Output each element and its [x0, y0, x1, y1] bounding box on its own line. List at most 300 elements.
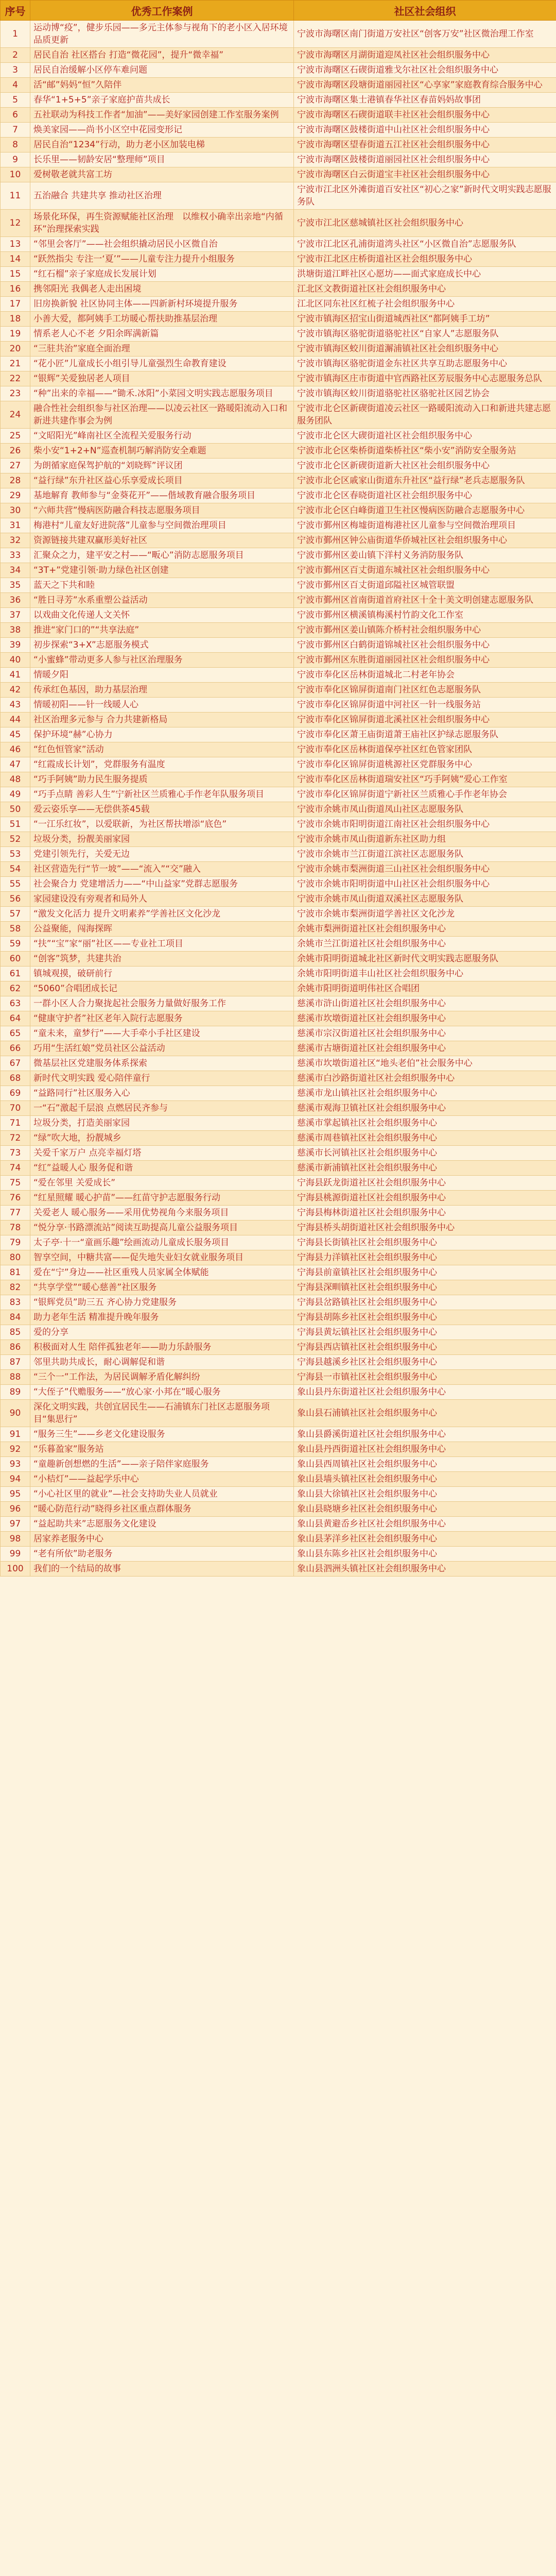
row-case: “共享学堂”“暖心慈善”社区服务 — [30, 1280, 294, 1295]
row-org: 宁海县长街镇社区社会组织服务中心 — [294, 1235, 556, 1250]
table-row — [1, 638, 556, 653]
table-row — [1, 138, 556, 152]
table-row — [1, 108, 556, 123]
row-org: 宁波市余姚市梨洲街道三山社区社会组织服务中心 — [294, 862, 556, 877]
table-row — [1, 578, 556, 593]
row-number: 89 — [1, 1385, 30, 1400]
table-row — [1, 817, 556, 832]
row-case: 关爱千家万户 点亮幸福灯塔 — [30, 1146, 294, 1161]
row-org: 象山县丹西街道社区社会组织服务中心 — [294, 1442, 556, 1457]
row-number: 100 — [1, 1562, 30, 1577]
table-row — [1, 1370, 556, 1385]
row-org: 象山县石浦镇社区社会组织服务中心 — [294, 1400, 556, 1427]
table-row — [1, 1146, 556, 1161]
row-case: 家园建设没有旁观者和局外人 — [30, 892, 294, 907]
row-case: “种”出来的幸福——“锄禾.冰阳”小菜园文明实践志愿服务项目 — [30, 386, 294, 401]
row-org: 宁波市奉化区锦屏街道南门社区红色志愿服务队 — [294, 683, 556, 698]
row-case: “老有所依”助老服务 — [30, 1547, 294, 1562]
table-row — [1, 297, 556, 312]
row-number: 35 — [1, 578, 30, 593]
row-case: 新时代文明实践 爱心陪伴童行 — [30, 1071, 294, 1086]
row-number: 64 — [1, 1011, 30, 1026]
row-case: 融合性社会组织参与社区治理——以凌云社区一路暖阳流动入口和新进共建作事会为例 — [30, 401, 294, 429]
table-row — [1, 907, 556, 922]
row-org: 宁波市奉化区锦屏街道桃源社区党群服务中心 — [294, 757, 556, 772]
header-case: 优秀工作案例 — [30, 1, 294, 21]
row-case: 梅港村“儿童友好进院落”儿童参与空间微治理项目 — [30, 518, 294, 533]
row-number: 80 — [1, 1250, 30, 1265]
row-number: 56 — [1, 892, 30, 907]
row-org: 宁波市海曙区鼓楼街道丽园社区社会组织服务中心 — [294, 152, 556, 167]
table-row — [1, 952, 556, 967]
row-case: “悦分享·书路漂流站”阅读互助提高儿童公益服务项目 — [30, 1221, 294, 1235]
row-org: 象山县黄避岙乡社区社会组织服务中心 — [294, 1517, 556, 1532]
row-number: 93 — [1, 1457, 30, 1472]
row-number: 50 — [1, 802, 30, 817]
row-case: “童趣新创想燃的生活”——亲子陪伴家庭服务 — [30, 1457, 294, 1472]
table-row — [1, 1472, 556, 1487]
row-number: 27 — [1, 459, 30, 473]
row-org: 慈溪市坎墩街道社区“地头老伯”社会服务中心 — [294, 1056, 556, 1071]
row-org: 宁波市余姚市阳明街道江南社区社会组织服务中心 — [294, 817, 556, 832]
table-row — [1, 459, 556, 473]
row-org: 宁海县前童镇社区社会组织服务中心 — [294, 1265, 556, 1280]
row-case: “5060”合唱团成长记 — [30, 981, 294, 996]
row-org: 宁海县深甽镇社区社会组织服务中心 — [294, 1280, 556, 1295]
row-number: 67 — [1, 1056, 30, 1071]
table-row — [1, 488, 556, 503]
table-row — [1, 668, 556, 683]
row-case: “胜日寻芳”水系重塑公益活动 — [30, 593, 294, 608]
row-number: 44 — [1, 713, 30, 727]
row-org: 宁波市余姚市阳明街道中山社区社会组织服务中心 — [294, 877, 556, 892]
table-row — [1, 892, 556, 907]
table-row — [1, 1442, 556, 1457]
row-org: 慈溪市观海卫镇社区社会组织服务中心 — [294, 1101, 556, 1116]
row-number: 66 — [1, 1041, 30, 1056]
row-case: 保护环境“赫”心协力 — [30, 727, 294, 742]
row-org: 宁波市江北区慈城镇社区社会组织服务中心 — [294, 210, 556, 237]
table-row — [1, 473, 556, 488]
table-row — [1, 327, 556, 342]
row-number: 83 — [1, 1295, 30, 1310]
row-case: 太子亭·十一“童画乐趣”绘画流动儿童成长服务项目 — [30, 1235, 294, 1250]
table-row — [1, 1457, 556, 1472]
row-org: 慈溪市宗汉街道社区社会组织服务中心 — [294, 1026, 556, 1041]
row-number: 68 — [1, 1071, 30, 1086]
row-org: 宁波市北仑区柴桥街道柴桥社区“柴小安”消防安全服务站 — [294, 444, 556, 459]
table-row — [1, 1385, 556, 1400]
row-org: 余姚市阳明街道明伟社区合唱团 — [294, 981, 556, 996]
row-case: 社会聚合力 党建增活力——“中山益家”党群志愿服务 — [30, 877, 294, 892]
row-number: 22 — [1, 371, 30, 386]
row-case: 情系老人心不老 夕阳余晖满新篇 — [30, 327, 294, 342]
row-org: 宁波市北仑区新碶街道凌云社区一路暖阳流动入口和新进共建志愿服务团队 — [294, 401, 556, 429]
row-number: 53 — [1, 847, 30, 862]
row-org: 宁波市江北区外滩街道百安社区“初心之家”新时代文明实践志愿服务队 — [294, 182, 556, 210]
table-row — [1, 1487, 556, 1502]
row-number: 12 — [1, 210, 30, 237]
row-number: 29 — [1, 488, 30, 503]
row-case: “文昭阳光”峰南社区全流程关爱服务行动 — [30, 429, 294, 444]
row-number: 82 — [1, 1280, 30, 1295]
row-case: 居民自治 社区搭台 打造“微花园”，提升“微幸福” — [30, 48, 294, 63]
row-case: 居民自治缓解小区停车难问题 — [30, 63, 294, 78]
row-org: 象山县爵溪街道社区社会组织服务中心 — [294, 1427, 556, 1442]
row-org: 宁波市奉化区锦屏街道宁新社区兰质雅心手作老年协会 — [294, 787, 556, 802]
row-number: 41 — [1, 668, 30, 683]
table-row — [1, 862, 556, 877]
row-number: 70 — [1, 1101, 30, 1116]
row-number: 11 — [1, 182, 30, 210]
table-row — [1, 1517, 556, 1532]
row-case: “银辉党员”助三五 齐心协力党建服务 — [30, 1295, 294, 1310]
row-number: 30 — [1, 503, 30, 518]
row-org: 余姚市兰江街道社区社会组织服务中心 — [294, 937, 556, 952]
table-row — [1, 1086, 556, 1101]
row-case: “服务三生”——乡老文化建设服务 — [30, 1427, 294, 1442]
row-number: 91 — [1, 1427, 30, 1442]
row-number: 52 — [1, 832, 30, 847]
row-case: “红色恒管家”活动 — [30, 742, 294, 757]
row-case: 旧房换新貌 社区协同主体——四新新村环境提升服务 — [30, 297, 294, 312]
row-case: 情暖初阳——针一线暖人心 — [30, 698, 294, 713]
row-number: 65 — [1, 1026, 30, 1041]
table-row — [1, 1056, 556, 1071]
row-number: 2 — [1, 48, 30, 63]
row-org: 宁海县桃源街道社区社会组织服务中心 — [294, 1191, 556, 1206]
row-number: 97 — [1, 1517, 30, 1532]
table-row — [1, 1235, 556, 1250]
row-number: 6 — [1, 108, 30, 123]
row-case: “巧手点睛 善彩人生”宁新社区兰质雅心手作老年队服务项目 — [30, 787, 294, 802]
row-org: 宁海县岔路镇社区社会组织服务中心 — [294, 1295, 556, 1310]
row-case: 五社联动为科技工作者“加油”——美好家园创建工作室服务案例 — [30, 108, 294, 123]
row-case: 深化文明实践，共创宜居民生——石浦镇东门社区志愿服务项目“集思行” — [30, 1400, 294, 1427]
row-case: “3T+”党建引领·助力绿色社区创建 — [30, 563, 294, 578]
row-number: 88 — [1, 1370, 30, 1385]
table-row — [1, 1265, 556, 1280]
table-row — [1, 386, 556, 401]
row-number: 94 — [1, 1472, 30, 1487]
row-number: 84 — [1, 1310, 30, 1325]
row-number: 63 — [1, 996, 30, 1011]
table-row — [1, 548, 556, 563]
row-number: 76 — [1, 1191, 30, 1206]
row-org: 宁波市余姚市兰江街道江滨社区志愿服务队 — [294, 847, 556, 862]
table-row — [1, 1041, 556, 1056]
row-org: 宁波市北仑区戚家山街道东升社区“益行绿”老兵志愿服务队 — [294, 473, 556, 488]
table-row — [1, 847, 556, 862]
row-org: 宁波市海曙区白云街道宝丰社区社会组织服务中心 — [294, 167, 556, 182]
row-case: “益行绿”东升社区益心乐享爱成长项目 — [30, 473, 294, 488]
row-case: “六师共营”慢病医防融合科技志愿服务项目 — [30, 503, 294, 518]
row-number: 38 — [1, 623, 30, 638]
row-number: 40 — [1, 653, 30, 668]
table-row — [1, 63, 556, 78]
table-row — [1, 832, 556, 847]
row-case: 五治融合 共建共享 推动社区治理 — [30, 182, 294, 210]
table-row — [1, 1026, 556, 1041]
row-org: 象山县茅洋乡社区社会组织服务中心 — [294, 1532, 556, 1547]
row-org: 象山县大徐镇社区社会组织服务中心 — [294, 1487, 556, 1502]
row-number: 34 — [1, 563, 30, 578]
row-org: 慈溪市浒山街道社区社会组织服务中心 — [294, 996, 556, 1011]
row-number: 79 — [1, 1235, 30, 1250]
row-number: 4 — [1, 78, 30, 93]
row-number: 59 — [1, 937, 30, 952]
row-org: 宁波市奉化区岳林街道城北二村老年协会 — [294, 668, 556, 683]
row-case: “红星照耀 暖心护苗”——红苗守护志愿服务行动 — [30, 1191, 294, 1206]
row-case: “大侄子”代赡服务——“放心家·小邦在”暖心服务 — [30, 1385, 294, 1400]
row-org: 宁海县胡陈乡社区社会组织服务中心 — [294, 1310, 556, 1325]
row-case: 爱云姿乐享——无偿供茶45载 — [30, 802, 294, 817]
table-row — [1, 237, 556, 252]
row-case: “童未来，童梦行”——大手牵小手社区建设 — [30, 1026, 294, 1041]
row-org: 象山县东陈乡社区社会组织服务中心 — [294, 1547, 556, 1562]
row-number: 25 — [1, 429, 30, 444]
row-number: 75 — [1, 1176, 30, 1191]
table-row — [1, 1161, 556, 1176]
row-case: 积极面对人生 陪伴孤独老年——助力乐龄服务 — [30, 1340, 294, 1355]
table-row — [1, 282, 556, 297]
row-case: 柴小安“1+2+N”巡查机制巧解消防安全难题 — [30, 444, 294, 459]
table-row — [1, 1400, 556, 1427]
row-number: 21 — [1, 357, 30, 371]
table-row — [1, 429, 556, 444]
row-case: 爱在“宁”身边——社区重残人员家属全体赋能 — [30, 1265, 294, 1280]
row-org: 宁波市鄞州区钟公庙街道华侨城社区社会组织服务中心 — [294, 533, 556, 548]
row-number: 5 — [1, 93, 30, 108]
row-org: 宁波市余姚市凤山街道双溪社区志愿服务队 — [294, 892, 556, 907]
table-row — [1, 593, 556, 608]
row-number: 96 — [1, 1502, 30, 1517]
row-case: 推进“家门口的”“共享法庭” — [30, 623, 294, 638]
row-org: 宁波市鄞州区东胜街道丽园社区社会组织服务中心 — [294, 653, 556, 668]
row-case: “激发文化活力 提升文明素养”学善社区文化沙龙 — [30, 907, 294, 922]
row-case: 垃圾分类，打造美丽家园 — [30, 1116, 294, 1131]
row-org: 宁波市鄞州区百丈街道邱隘社区城管联盟 — [294, 578, 556, 593]
table-row — [1, 742, 556, 757]
row-case: 传承红色基因，助力基层治理 — [30, 683, 294, 698]
row-number: 42 — [1, 683, 30, 698]
table-row — [1, 21, 556, 48]
row-case: “小心社区里的就业”—社会支持助失业人员就业 — [30, 1487, 294, 1502]
row-number: 28 — [1, 473, 30, 488]
row-case: 党建引领先行，关爱无边 — [30, 847, 294, 862]
row-case: “小桔灯”——益起学乐中心 — [30, 1472, 294, 1487]
row-org: 宁波市镇海区蛟川街道骆驼社区骆驼社区园艺协会 — [294, 386, 556, 401]
row-case: “三个一”工作法，为居民调解矛盾化解纠纷 — [30, 1370, 294, 1385]
row-org: 宁波市镇海区庄市街道中官西路社区芳辰服务中心志愿服务总队 — [294, 371, 556, 386]
row-case: “益起助共来”志愿服务文化建设 — [30, 1517, 294, 1532]
row-org: 慈溪市掌起镇社区社会组织服务中心 — [294, 1116, 556, 1131]
row-case: 初步探索“3+X”志愿服务模式 — [30, 638, 294, 653]
row-org: 宁波市奉化区岳林街道保亭社区红色管家团队 — [294, 742, 556, 757]
table-row — [1, 1355, 556, 1370]
row-case: 以戏曲文化传递人文关怀 — [30, 608, 294, 623]
row-number: 54 — [1, 862, 30, 877]
table-row — [1, 713, 556, 727]
row-case: 居家养老服务中心 — [30, 1532, 294, 1547]
table-row — [1, 1295, 556, 1310]
row-number: 36 — [1, 593, 30, 608]
row-case: 汇聚众之力，建平安之村——“畈心”消防志愿服务项目 — [30, 548, 294, 563]
row-org: 宁波市镇海区骆驼街道金东社区共享互助志愿服务中心 — [294, 357, 556, 371]
table-row — [1, 1325, 556, 1340]
row-case: “红霞成长计划”，党群服务有温度 — [30, 757, 294, 772]
row-number: 33 — [1, 548, 30, 563]
table-row — [1, 1280, 556, 1295]
table-row — [1, 996, 556, 1011]
row-number: 15 — [1, 267, 30, 282]
table-header-row — [1, 1, 556, 21]
row-number: 31 — [1, 518, 30, 533]
table-row — [1, 78, 556, 93]
row-case: 情暖夕阳 — [30, 668, 294, 683]
row-case: 邻里共助共成长，耐心调解促和谐 — [30, 1355, 294, 1370]
header-no: 序号 — [1, 1, 30, 21]
row-org: 宁波市海曙区南门街道万安社区“创客万安”社区微治理工作室 — [294, 21, 556, 48]
table-row — [1, 342, 556, 357]
row-case: 镇城观摸，破研前行 — [30, 967, 294, 981]
row-number: 43 — [1, 698, 30, 713]
row-number: 8 — [1, 138, 30, 152]
row-number: 92 — [1, 1442, 30, 1457]
row-case: 爱的分享 — [30, 1325, 294, 1340]
row-case: 小善大爱，都阿姨手工坊暖心帮扶助推基层治理 — [30, 312, 294, 327]
row-case: “跃然指尖 专注一‘夏’”——儿童专注力提升小组服务 — [30, 252, 294, 267]
table-row — [1, 683, 556, 698]
row-case: 一“石”激起千层浪 点燃居民齐参与 — [30, 1101, 294, 1116]
row-number: 86 — [1, 1340, 30, 1355]
row-case: 场景化环保，再生资源赋能社区治理 以维权小确幸出亲地“内循环”治理探索实践 — [30, 210, 294, 237]
table-row — [1, 518, 556, 533]
row-number: 85 — [1, 1325, 30, 1340]
row-number: 87 — [1, 1355, 30, 1370]
row-case: 关爱老人 暖心服务——采用优势视角今来服务项目 — [30, 1206, 294, 1221]
row-case: 智享空间，中糖共富——促失地失业妇女就业服务项目 — [30, 1250, 294, 1265]
table-row — [1, 93, 556, 108]
table-row — [1, 48, 556, 63]
row-org: 洪塘街道江畔社区心愿坊——面式家庭成长中心 — [294, 267, 556, 282]
row-org: 宁波市奉化区岳林街道瑞安社区“巧手阿姨”爱心工作室 — [294, 772, 556, 787]
row-number: 77 — [1, 1206, 30, 1221]
row-org: 慈溪市长河镇社区社会组织服务中心 — [294, 1146, 556, 1161]
table-row — [1, 563, 556, 578]
row-case: 社区营造先行“节一坡”——“流入”“交”融入 — [30, 862, 294, 877]
table-row — [1, 312, 556, 327]
row-number: 62 — [1, 981, 30, 996]
row-number: 14 — [1, 252, 30, 267]
row-case: “银辉”关爱独居老人项目 — [30, 371, 294, 386]
row-case: “一江乐红妆”，以爱联新，为社区帮扶增添“底色” — [30, 817, 294, 832]
row-case: 巧用“生活红娘”党员社区公益活动 — [30, 1041, 294, 1056]
row-case: 爱树敬老就共富工坊 — [30, 167, 294, 182]
row-org: 宁波市鄞州区姜山镇陈介桥村社会组织服务中心 — [294, 623, 556, 638]
table-row — [1, 1250, 556, 1265]
row-org: 宁波市余姚市凤山街道新东社区助力组 — [294, 832, 556, 847]
table-row — [1, 1221, 556, 1235]
row-number: 19 — [1, 327, 30, 342]
row-org: 宁波市北仑区春晓街道社区社会组织服务中心 — [294, 488, 556, 503]
row-number: 26 — [1, 444, 30, 459]
row-org: 宁波市鄞州区姜山镇下洋村义务消防服务队 — [294, 548, 556, 563]
table-row — [1, 1116, 556, 1131]
table-row — [1, 533, 556, 548]
row-number: 48 — [1, 772, 30, 787]
row-org: 宁波市海曙区望春街道五江社区社会组织服务中心 — [294, 138, 556, 152]
row-org: 宁波市鄞州区百丈街道东城社区社会组织服务中心 — [294, 563, 556, 578]
row-number: 18 — [1, 312, 30, 327]
row-org: 宁波市北仑区大碶街道社区社会组织服务中心 — [294, 429, 556, 444]
row-case: 携邻阳光 我偶老人走出困境 — [30, 282, 294, 297]
row-number: 99 — [1, 1547, 30, 1562]
row-case: “邻里会客厅”——社会组织撬动居民小区微自治 — [30, 237, 294, 252]
table-row — [1, 357, 556, 371]
table-row — [1, 1562, 556, 1577]
row-org: 宁海县梅林街道社区社会组织服务中心 — [294, 1206, 556, 1221]
row-org: 宁海县跃龙街道社区社会组织服务中心 — [294, 1176, 556, 1191]
row-org: 象山县墙头镇社区社会组织服务中心 — [294, 1472, 556, 1487]
table-row — [1, 1176, 556, 1191]
table-row — [1, 1532, 556, 1547]
row-case: 一群小区人合力聚拢起社会服务力量做好服务工作 — [30, 996, 294, 1011]
row-number: 78 — [1, 1221, 30, 1235]
table-row — [1, 401, 556, 429]
row-org: 宁波市奉化区萧王庙街道萧王庙社区护绿志愿服务队 — [294, 727, 556, 742]
row-case: 春华“1+5+5”亲子家庭护苗共成长 — [30, 93, 294, 108]
row-org: 宁海县桥头胡街道社区社会组织服务中心 — [294, 1221, 556, 1235]
row-org: 宁海县越溪乡社区社会组织服务中心 — [294, 1355, 556, 1370]
row-org: 慈溪市白沙路街道社区社会组织服务中心 — [294, 1071, 556, 1086]
row-org: 象山县丹东街道社区社会组织服务中心 — [294, 1385, 556, 1400]
table-row — [1, 653, 556, 668]
row-case: 居民自治“1234”行动，助力老小区加装电梯 — [30, 138, 294, 152]
row-org: 宁波市鄞州区梅墟街道梅港社区儿童参与空间微治理项目 — [294, 518, 556, 533]
row-org: 宁波市鄞州区白鹤街道锦城社区社会组织服务中心 — [294, 638, 556, 653]
row-org: 余姚市阳明街道城北社区新时代文明实践志愿服务队 — [294, 952, 556, 967]
row-case: 我们的一个结局的故事 — [30, 1562, 294, 1577]
row-org: 宁波市鄞州区首南街道首府社区十全十美文明创建志愿服务队 — [294, 593, 556, 608]
row-case: 公益聚能，闯海探晖 — [30, 922, 294, 937]
row-case: 长乐里——韧龄安居“整理师”项目 — [30, 152, 294, 167]
table-row — [1, 152, 556, 167]
row-org: 宁海县一市镇社区社会组织服务中心 — [294, 1370, 556, 1385]
row-case: “爱在邻里 关爱成长” — [30, 1176, 294, 1191]
row-case: “花小匠”儿童成长小组引导儿童强烈生命教育建设 — [30, 357, 294, 371]
row-number: 9 — [1, 152, 30, 167]
row-number: 20 — [1, 342, 30, 357]
table-row — [1, 371, 556, 386]
row-case: “暖心防范行动”晓得乡社区重点群体服务 — [30, 1502, 294, 1517]
row-case: “扶”“宝”家“丽”社区——专业社工项目 — [30, 937, 294, 952]
row-number: 45 — [1, 727, 30, 742]
row-case: “创客”筑梦，共建共治 — [30, 952, 294, 967]
table-row — [1, 981, 556, 996]
row-org: 慈溪市新浦镇社区社会组织服务中心 — [294, 1161, 556, 1176]
row-org: 宁波市镇海区骆驼街道骆驼社区“自家人”志愿服务队 — [294, 327, 556, 342]
row-org: 慈溪市周巷镇社区社会组织服务中心 — [294, 1131, 556, 1146]
row-org: 宁波市江北区孔浦街道湾头社区“小区微自治”志愿服务队 — [294, 237, 556, 252]
row-org: 慈溪市坎墩街道社区社会组织服务中心 — [294, 1011, 556, 1026]
row-org: 宁波市奉化区锦屏街道北溪社区社会组织服务中心 — [294, 713, 556, 727]
row-org: 宁波市海曙区石碶街道联丰社区社会组织服务中心 — [294, 108, 556, 123]
table-row — [1, 608, 556, 623]
row-case: 资源链接共建双赢形美好社区 — [30, 533, 294, 548]
row-org: 宁波市海曙区月湖街道迎凤社区社会组织服务中心 — [294, 48, 556, 63]
table-row — [1, 802, 556, 817]
